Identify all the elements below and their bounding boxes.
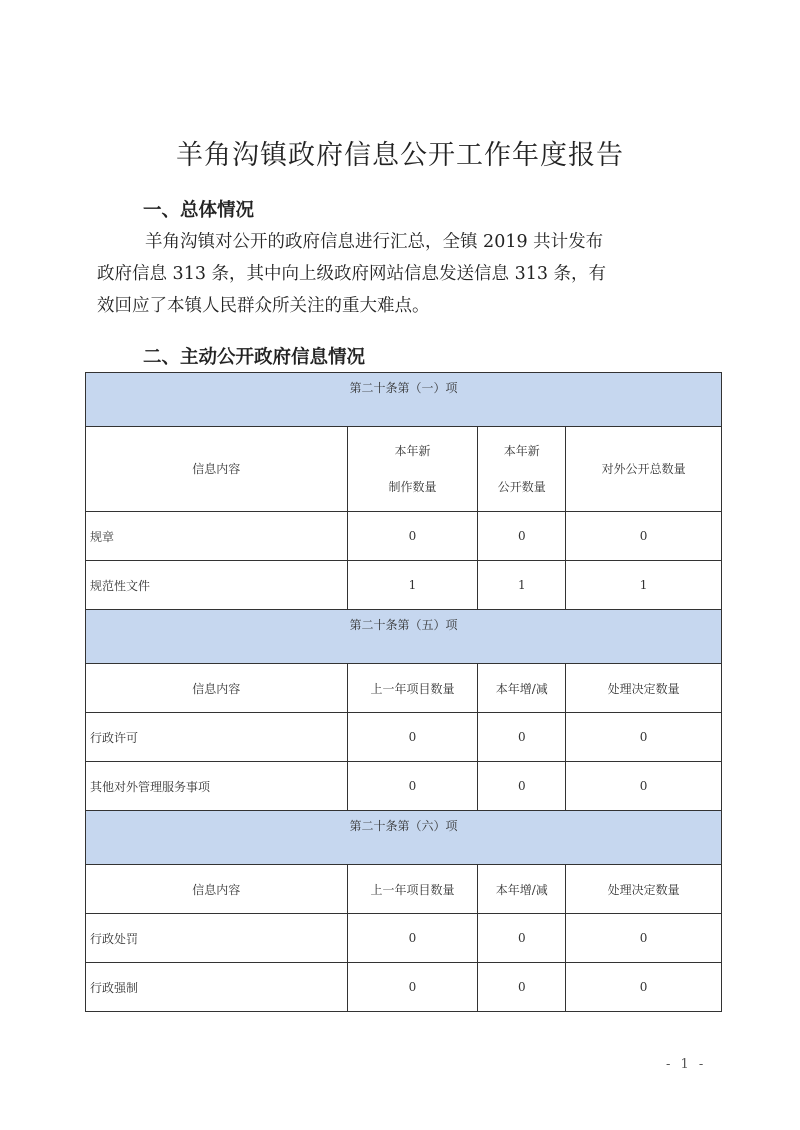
cell-value: 0 <box>478 512 566 561</box>
row-label: 行政处罚 <box>86 914 348 963</box>
paragraph-line: 效回应了本镇人民群众所关注的重大难点。 <box>97 296 430 316</box>
cell-value: 0 <box>478 713 566 762</box>
document-title: 羊角沟镇政府信息公开工作年度报告 <box>176 140 624 171</box>
cell-value: 0 <box>566 963 722 1012</box>
cell-value: 0 <box>566 762 722 811</box>
disclosure-table <box>85 372 722 1012</box>
column-header <box>347 427 478 512</box>
column-header: 对外公开总数量 <box>566 427 722 512</box>
paragraph-line: 政府信息 313 条，其中向上级政府网站信息发送信息 313 条，有 <box>97 264 607 284</box>
table-row <box>86 914 722 963</box>
table-header-row <box>86 664 722 713</box>
cell-value: 1 <box>478 561 566 610</box>
column-header-line: 本年新 <box>394 444 431 458</box>
section-heading-overview: 一、总体情况 <box>143 200 255 221</box>
column-header: 信息内容 <box>86 865 348 914</box>
section-title: 第二十条第（五）项 <box>86 610 722 664</box>
cell-value: 0 <box>347 963 478 1012</box>
column-header: 处理决定数量 <box>566 865 722 914</box>
section-title: 第二十条第（一）项 <box>86 373 722 427</box>
table-row <box>86 512 722 561</box>
cell-value: 1 <box>347 561 478 610</box>
column-header: 本年增/减 <box>478 664 566 713</box>
cell-value: 0 <box>347 762 478 811</box>
row-label: 行政强制 <box>86 963 348 1012</box>
paragraph-line: 羊角沟镇对公开的政府信息进行汇总，全镇 2019 共计发布 <box>145 232 604 252</box>
column-header-line: 本年新 <box>503 444 540 458</box>
row-label: 其他对外管理服务事项 <box>86 762 348 811</box>
column-header: 信息内容 <box>86 427 348 512</box>
table-header-row <box>86 865 722 914</box>
column-header: 信息内容 <box>86 664 348 713</box>
column-header: 上一年项目数量 <box>347 865 478 914</box>
table-row <box>86 561 722 610</box>
cell-value: 0 <box>478 914 566 963</box>
section-title: 第二十条第（六）项 <box>86 811 722 865</box>
table-row <box>86 963 722 1012</box>
cell-value: 0 <box>566 914 722 963</box>
row-label: 规章 <box>86 512 348 561</box>
cell-value: 0 <box>347 512 478 561</box>
table-section-header <box>86 811 722 865</box>
cell-value: 0 <box>347 914 478 963</box>
table-row <box>86 762 722 811</box>
cell-value: 0 <box>566 713 722 762</box>
table-header-row <box>86 427 722 512</box>
column-header <box>478 427 566 512</box>
page-number: - 1 - <box>666 1057 707 1072</box>
table-section-header <box>86 373 722 427</box>
row-label: 行政许可 <box>86 713 348 762</box>
column-header: 处理决定数量 <box>566 664 722 713</box>
table-section-header <box>86 610 722 664</box>
cell-value: 1 <box>566 561 722 610</box>
cell-value: 0 <box>478 762 566 811</box>
column-header: 本年增/减 <box>478 865 566 914</box>
row-label: 规范性文件 <box>86 561 348 610</box>
table-row <box>86 713 722 762</box>
cell-value: 0 <box>347 713 478 762</box>
section-heading-disclosure: 二、主动公开政府信息情况 <box>143 347 366 368</box>
cell-value: 0 <box>478 963 566 1012</box>
column-header: 上一年项目数量 <box>347 664 478 713</box>
column-header-line: 公开数量 <box>497 480 546 494</box>
overview-paragraph <box>97 226 709 322</box>
column-header-line: 制作数量 <box>388 480 437 494</box>
cell-value: 0 <box>566 512 722 561</box>
